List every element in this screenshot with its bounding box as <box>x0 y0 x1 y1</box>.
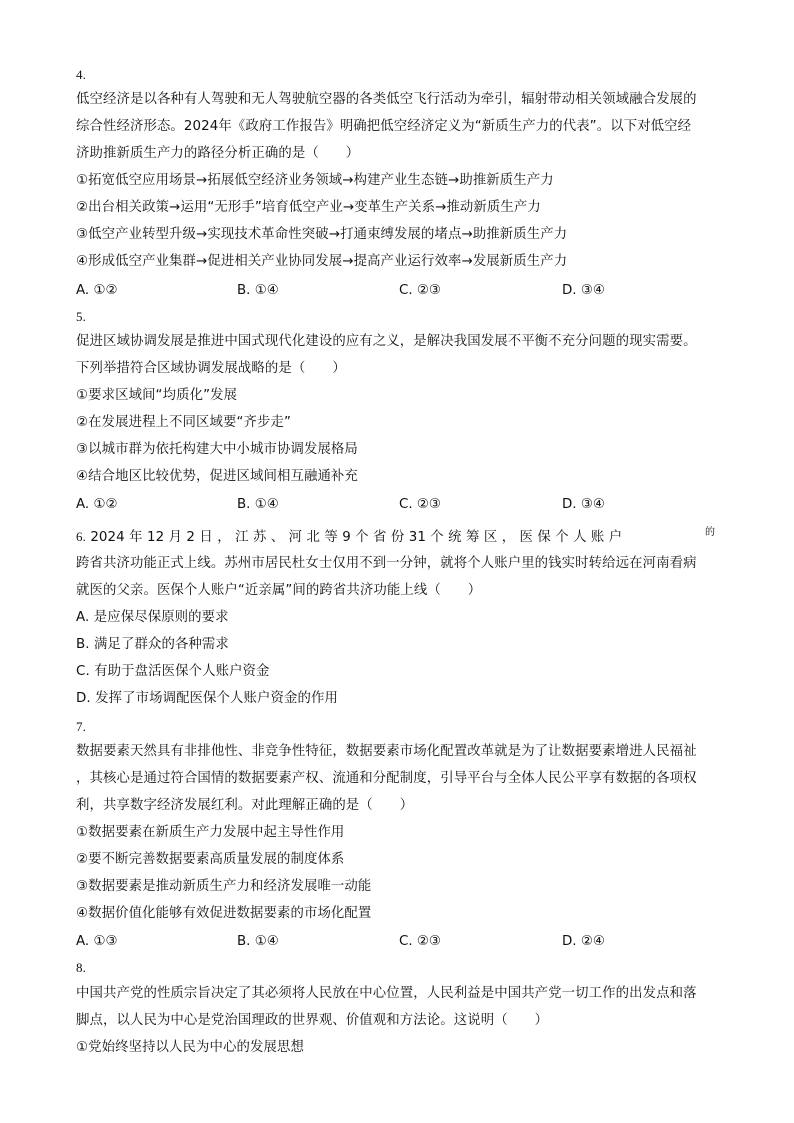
option-d[interactable]: D. ③④ <box>562 283 605 298</box>
question-4-stem-line-2: 综合性经济形态。2024年《政府工作报告》明确把低空经济定义为“新质生产力的代表”。以下对低空经 <box>76 119 692 134</box>
question-4-stem-line-1: 低空经济是以各种有人驾驶和无人驾驶航空器的各类低空飞行活动为牵引，辐射带动相关领域融合发展的 <box>76 92 697 107</box>
question-6-number: 6. <box>76 529 86 544</box>
question-5-stem-line-2: 下列举措符合区域协调发展战略的是（ ） <box>76 361 346 376</box>
question-8-number: 8. <box>76 960 86 975</box>
question-7-stem-line-3: 利，共享数字经济发展红利。对此理解正确的是（ ） <box>76 798 414 813</box>
question-4-item-4: ④形成低空产业集群→促进相关产业协同发展→提高产业运行效率→发展新质生产力 <box>76 254 568 269</box>
option-c[interactable]: C. ②③ <box>399 934 441 949</box>
option-a[interactable]: A. ①② <box>76 497 118 512</box>
question-7-stem-line-1: 数据要素天然具有非排他性、非竞争性特征，数据要素市场化配置改革就是为了让数据要素增进人民福祉 <box>76 744 697 759</box>
question-5-stem-line-1: 促进区域协调发展是推进中国式现代化建设的应有之义，是解决我国发展不平衡不充分问题的现实需要。 <box>76 334 697 349</box>
question-4-options <box>76 282 716 300</box>
question-7-item-2: ②要不断完善数据要素高质量发展的制度体系 <box>76 852 345 867</box>
option-d[interactable]: D. ②④ <box>562 934 605 949</box>
question-8-stem-line-1: 中国共产党的性质宗旨决定了其必须将人民放在中心位置，人民利益是中国共产党一切工作的出发点和落 <box>76 986 697 1001</box>
question-5-item-1: ①要求区域间“均质化”发展 <box>76 388 238 403</box>
question-6-stem-line-1: 2024 年 12 月 2 日 ， 江 苏 、 河 北 等 9 个 省 份 31 个 统 筹 区 ， 医 保 个 人 账 户 <box>90 530 623 545</box>
question-5-item-4: ④结合地区比较优势，促进区域间相互融通补充 <box>76 469 358 484</box>
question-8-stem-line-2: 脚点，以人民为中心是党治国理政的世界观、价值观和方法论。这说明（ ） <box>76 1013 549 1028</box>
question-6-option-b[interactable]: B. 满足了群众的各种需求 <box>76 637 229 652</box>
question-5-number: 5. <box>76 309 86 324</box>
question-4-item-1: ①拓宽低空应用场景→拓展低空经济业务领域→构建产业生态链→助推新质生产力 <box>76 173 554 188</box>
option-b[interactable]: B. ①④ <box>237 497 279 512</box>
question-7-item-1: ①数据要素在新质生产力发展中起主导性作用 <box>76 825 345 840</box>
question-5-item-3: ③以城市群为依托构建大中小城市协调发展格局 <box>76 442 358 457</box>
option-c[interactable]: C. ②③ <box>399 497 441 512</box>
option-b[interactable]: B. ①④ <box>237 934 279 949</box>
option-a[interactable]: A. ①③ <box>76 934 118 949</box>
option-c[interactable]: C. ②③ <box>399 283 441 298</box>
question-4-stem-line-3: 济助推新质生产力的路径分析正确的是（ ） <box>76 146 360 161</box>
question-8-item-1: ①党始终坚持以人民为中心的发展思想 <box>76 1040 304 1055</box>
option-a[interactable]: A. ①② <box>76 283 118 298</box>
question-4-number: 4. <box>76 67 86 82</box>
option-d[interactable]: D. ③④ <box>562 497 605 512</box>
question-6-superscript: 的 <box>705 527 715 538</box>
question-7-options <box>76 933 716 951</box>
question-6-first-line <box>76 528 622 547</box>
question-6-stem-line-2: 跨省共济功能正式上线。苏州市居民杜女士仅用不到一分钟，就将个人账户里的钱实时转给远在河南看病 <box>76 556 697 571</box>
option-b[interactable]: B. ①④ <box>237 283 279 298</box>
question-6-option-c[interactable]: C. 有助于盘活医保个人账户资金 <box>76 664 270 679</box>
question-4-item-2: ②出台相关政策→运用“无形手”培育低空产业→变革生产关系→推动新质生产力 <box>76 200 541 215</box>
question-6-option-a[interactable]: A. 是应保尽保原则的要求 <box>76 610 229 625</box>
question-7-stem-line-2: ，其核心是通过符合国情的数据要素产权、流通和分配制度，引导平台与全体人民公平享有数据的各项权 <box>76 771 697 786</box>
question-7-item-3: ③数据要素是推动新质生产力和经济发展唯一动能 <box>76 879 372 894</box>
question-4-item-3: ③低空产业转型升级→实现技术革命性突破→打通束缚发展的堵点→助推新质生产力 <box>76 227 568 242</box>
question-5-options <box>76 496 716 514</box>
question-6-option-d[interactable]: D. 发挥了市场调配医保个人账户资金的作用 <box>76 691 338 706</box>
question-7-number: 7. <box>76 719 86 734</box>
question-5-item-2: ②在发展进程上不同区域要“齐步走” <box>76 415 292 430</box>
question-7-item-4: ④数据价值化能够有效促进数据要素的市场化配置 <box>76 906 372 921</box>
question-6-stem-line-3: 就医的父亲。医保个人账户“近亲属”间的跨省共济功能上线（ ） <box>76 583 482 598</box>
